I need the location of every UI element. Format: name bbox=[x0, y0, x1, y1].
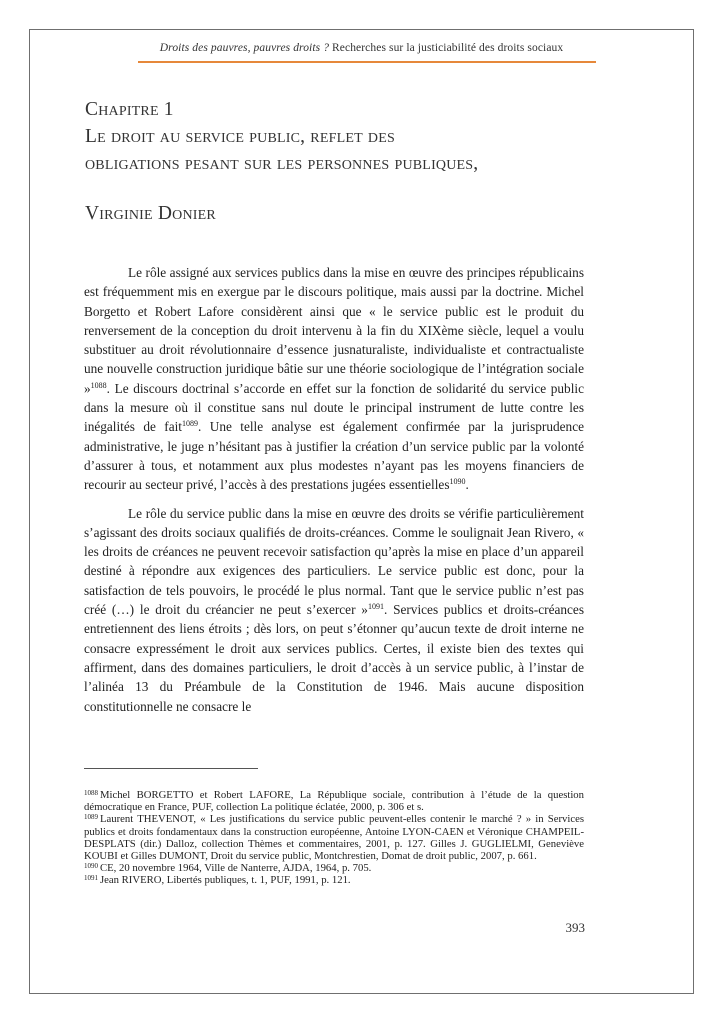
chapter-title-line-2: obligations pesant sur les personnes publiques, bbox=[85, 153, 479, 174]
paragraph-1-text-a: Le rôle assigné aux services publics dans la mise en œuvre des principes républicains est fréquemment mis en exergue par le discours politique, mais aussi par la doctrine. Michel Borgetto et Robert Lafore considèrent ainsi que « le service public est le produit du renversement de la conception du droit intervenu à la fin du XIXème siècle, lequel a voulu substituer au droit révolutionnaire d’essence jusnaturaliste, individualiste et contractualiste une nouvelle construction juridique bâtie sur une théorie sociologique de l’intégration sociale » bbox=[84, 265, 584, 396]
paragraph-1-text-d: . bbox=[465, 477, 469, 493]
paragraph-1-text-c: . Une telle analyse est également confirmée par la jurisprudence administrative, le juge n’hésitant pas à justifier la création d’un service public par la volonté d’assurer à tous, et notamment aux plus modestes n’ayant pas les moyens financiers de recourir au secteur privé, l’accès à des prestations jugées essentielles bbox=[84, 419, 584, 493]
footnote-ref-1091: 1091 bbox=[367, 602, 384, 612]
footnote-number: 1091 bbox=[84, 874, 98, 883]
paragraph-1-text-b: . Le discours doctrinal s’accorde en effet sur la fonction de solidarité du service public dans la mesure où il constitue sans nul doute le principal instrument de lutte contre les inégalités de fait bbox=[84, 380, 584, 435]
page-number: 393 bbox=[565, 920, 585, 935]
footnote-1088 bbox=[84, 789, 584, 813]
footnote-separator bbox=[84, 768, 258, 769]
footnote-1090 bbox=[84, 862, 584, 874]
header-rule bbox=[138, 61, 596, 63]
chapter-heading bbox=[85, 96, 605, 177]
running-head-title: Droits des pauvres, pauvres droits ? bbox=[159, 42, 330, 54]
footnote-text: Michel BORGETTO et Robert LAFORE, La République sociale, contribution à l’étude de la question démocratique en France, PUF, collection La politique éclatée, 2000, p. 306 et s. bbox=[84, 789, 584, 814]
footnote-1091 bbox=[84, 874, 584, 886]
footnotes bbox=[84, 789, 584, 887]
body-text bbox=[84, 263, 584, 716]
footnote-number: 1088 bbox=[84, 789, 98, 797]
footnote-text: CE, 20 novembre 1964, Ville de Nanterre, AJDA, 1964, p. 705. bbox=[100, 862, 372, 875]
paragraph-2 bbox=[84, 504, 584, 716]
paragraph-2-text-a: Le rôle du service public dans la mise en œuvre des droits se vérifie particulièrement s’agissant des droits sociaux qualifiés de droits-créances. Comme le soulignait Jean Rivero, « les droits de créances ne peuvent recevoir satisfaction qu’après la mise en place d’un appareil destiné à répondre aux exigences des particuliers. Le service public est donc, pour la satisfaction de tels pouvoirs, le procédé le plus normal. Tant que le service public n’est pas créé (…) le droit du créancier ne peut s’exercer » bbox=[84, 505, 584, 618]
footnote-number: 1089 bbox=[84, 813, 98, 822]
running-head-subtitle: Recherches sur la justiciabilité des droits sociaux bbox=[329, 42, 564, 54]
running-head bbox=[30, 42, 693, 54]
author-name: Virginie Donier bbox=[85, 203, 216, 224]
footnote-text: Laurent THEVENOT, « Les justifications du service public peuvent-elles contenir le marché ? » in Services publics et droits fondamentaux dans la construction européenne, Antoine LYON-CAEN et Véronique CHAMPEIL-DESPLATS (dir.) Dalloz, collection Thèmes et commentaires, 2001, p. 127. Gilles J. GUGLIELMI, Geneviève KOUBI et Gilles DUMONT, Droit du service public, Montchrestien, Domat de droit public, 2007, p. 661. bbox=[84, 813, 584, 863]
chapter-number: Chapitre 1 bbox=[85, 99, 174, 120]
footnote-ref-1088: 1088 bbox=[90, 380, 107, 390]
paragraph-2-text-b: . Services publics et droits-créances entretiennent des liens étroits ; dès lors, on peut s’étonner qu’aucun texte de droit interne ne consacre expressément le droit aux services publics. Certes, il existe bien des textes qui affirment, dans des domaines particuliers, le droit d’accès à un service public, à l’instar de l’alinéa 13 du Préambule de la Constitution de 1946. Mais aucune disposition constitutionnelle ne consacre le bbox=[84, 602, 584, 714]
footnote-ref-1089: 1089 bbox=[182, 419, 199, 429]
footnote-ref-1090: 1090 bbox=[449, 477, 466, 487]
paragraph-1 bbox=[84, 263, 584, 495]
chapter-title-line-1: Le droit au service public, reflet des bbox=[85, 126, 395, 147]
footnote-text: Jean RIVERO, Libertés publiques, t. 1, PUF, 1991, p. 121. bbox=[100, 874, 351, 887]
footnote-1089 bbox=[84, 813, 584, 862]
footnote-number: 1090 bbox=[84, 862, 98, 871]
